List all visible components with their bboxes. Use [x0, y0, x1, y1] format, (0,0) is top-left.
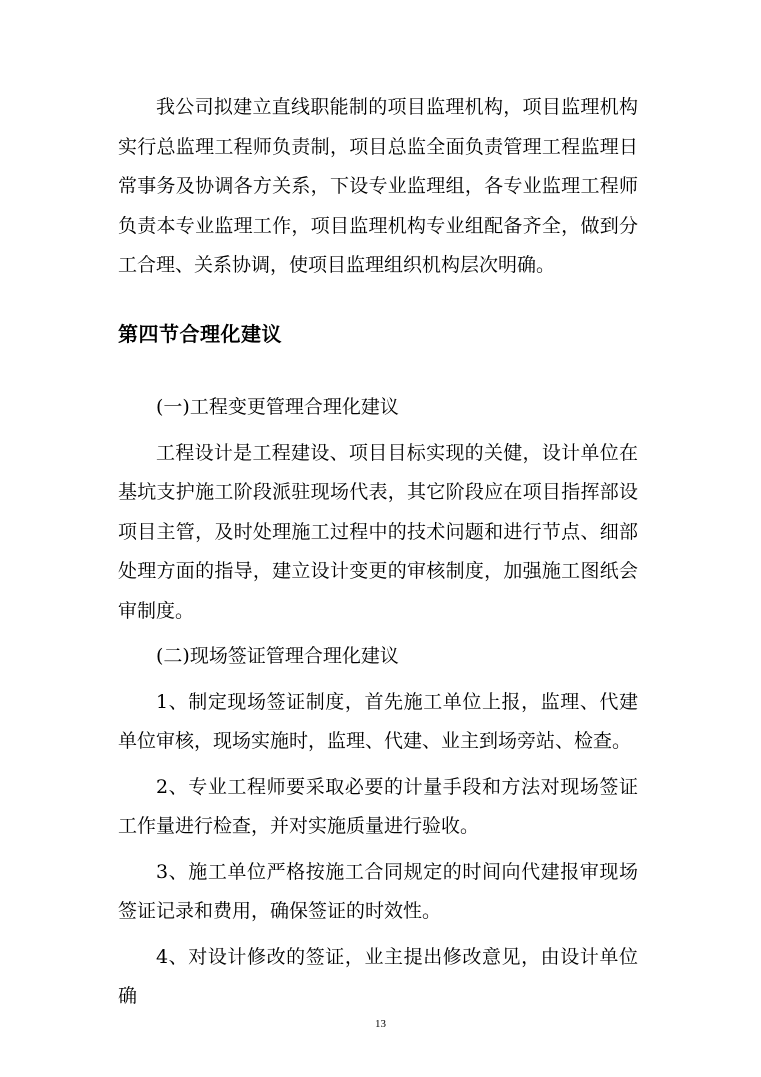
- intro-block: [118, 88, 638, 286]
- suggestions-block: [118, 388, 638, 1017]
- subsection-1-title: (一)工程变更管理合理化建议: [156, 396, 399, 418]
- intro-paragraph: 我公司拟建立直线职能制的项目监理机构，项目监理机构实行总监理工程师负责制，项目总监全面负责管理工程监理日常事务及协调各方关系，下设专业监理组，各专业监理工程师负责本专业监理工作，项目监理机构专业组配备齐全，做到分工合理、关系协调，使项目监理组织机构层次明确。: [118, 96, 638, 276]
- page-number: 13: [375, 1018, 386, 1030]
- subsection-2-title: (二)现场签证管理合理化建议: [156, 645, 399, 667]
- list-item: 1、制定现场签证制度，首先施工单位上报，监理、代建单位审核，现场实施时，监理、代建、业主到场旁站、检查。: [118, 690, 638, 752]
- list-item: 2、专业工程师要采取必要的计量手段和方法对现场签证工作量进行检查，并对实施质量进行验收。: [118, 775, 638, 837]
- subsection-1-paragraph: 工程设计是工程建设、项目目标实现的关健，设计单位在基坑支护施工阶段派驻现场代表，其它阶段应在项目指挥部设项目主管，及时处理施工过程中的技术问题和进行节点、细部处理方面的指导，建立设计变更的审核制度，加强施工图纸会审制度。: [118, 441, 638, 622]
- list-item: 3、施工单位严格按施工合同规定的时间向代建报审现场签证记录和费用，确保签证的时效性。: [118, 860, 638, 922]
- list-item: 4、对设计修改的签证，业主提出修改意见，由设计单位确: [118, 945, 638, 1007]
- section-heading: 第四节合理化建议: [118, 322, 282, 346]
